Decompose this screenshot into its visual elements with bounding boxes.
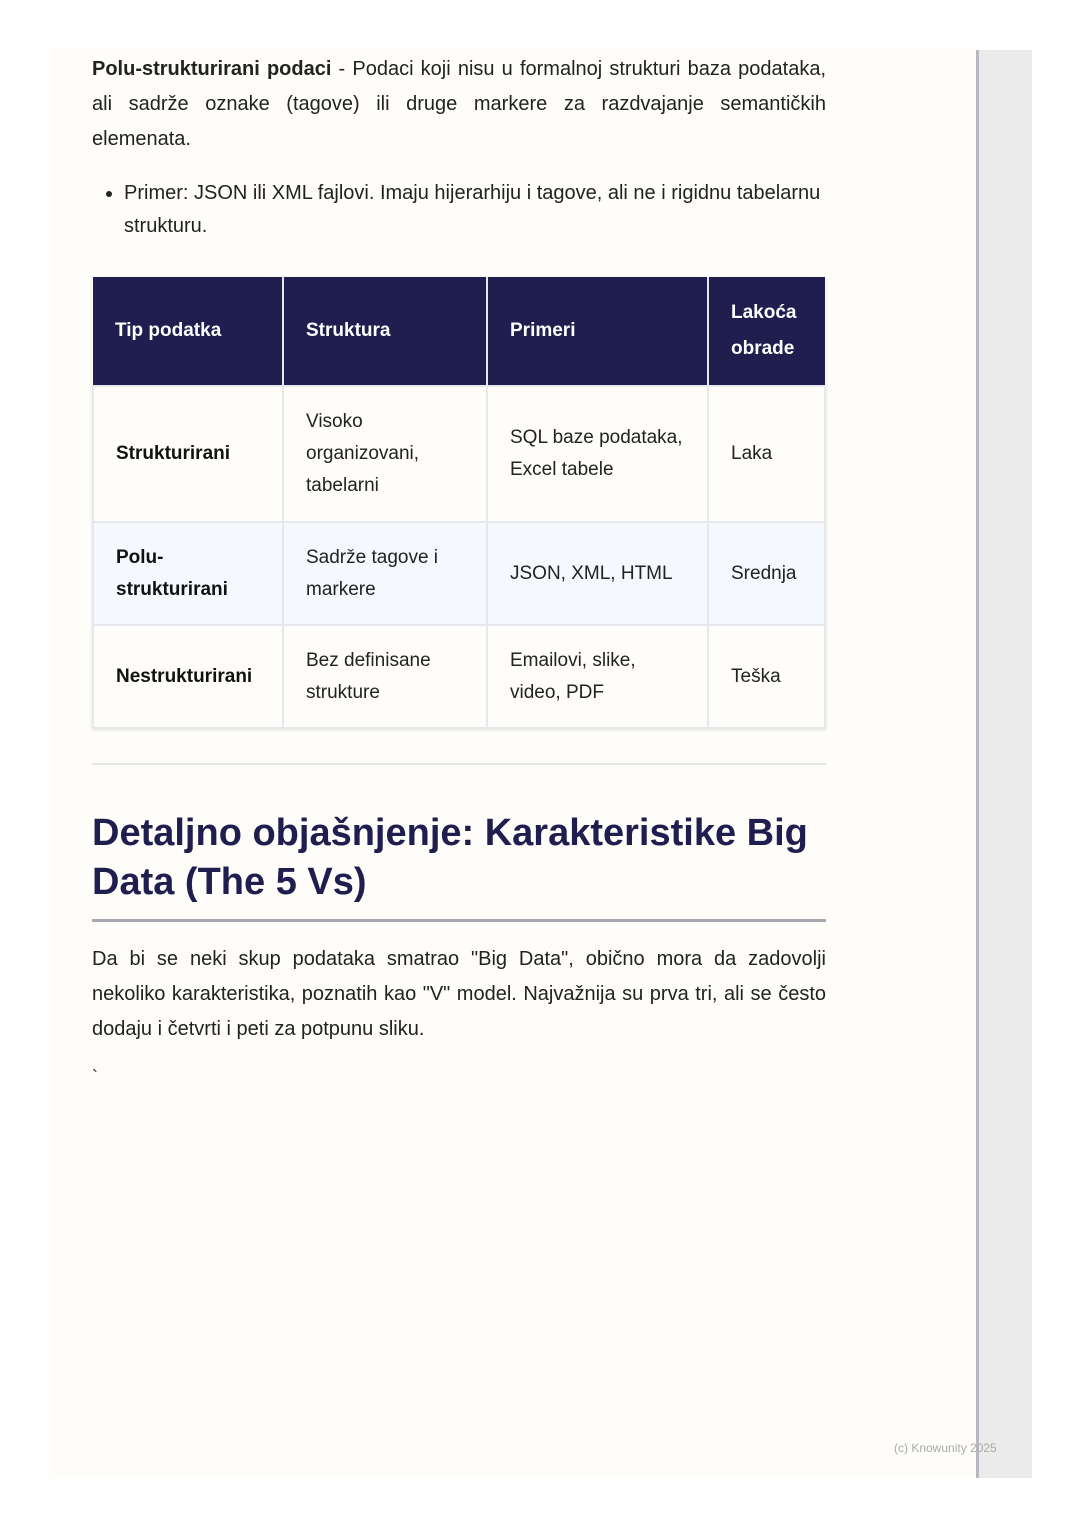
column-header: Primeri [487, 277, 708, 386]
definition-text: - Podaci koji nisu u formalnoj strukturi baza podataka, ali sadrže oznake (tagove) ili druge markere za razdvajanje semantičkih elemenata. [92, 58, 826, 150]
table-cell: Strukturirani [93, 386, 283, 522]
table-row [93, 522, 825, 625]
table-header-row [93, 277, 825, 386]
table-cell: Nestrukturirani [93, 625, 283, 728]
table-cell: Polu-strukturirani [93, 522, 283, 625]
intro-paragraph: Da bi se neki skup podataka smatrao "Big Data", obično mora da zadovolji nekoliko karakteristika, poznatih kao "V" model. Najvažnija su prva tri, ali se često dodaju i četvrti i peti za potpunu sliku. [92, 948, 826, 1040]
table-cell: SQL baze podataka, Excel tabele [487, 386, 708, 522]
table-cell: Laka [708, 386, 825, 522]
table-cell: Teška [708, 625, 825, 728]
table-row [93, 625, 825, 728]
table-cell: JSON, XML, HTML [487, 522, 708, 625]
section-heading: Detaljno objašnjenje: Karakteristike Big Data (The 5 Vs) [92, 809, 826, 922]
term: Polu-strukturirani podaci [92, 58, 332, 80]
table-cell: Srednja [708, 522, 825, 625]
side-panel [976, 50, 1032, 1478]
column-header: Tip podatka [93, 277, 283, 386]
footer-copyright: (c) Knowunity 2025 [894, 1441, 997, 1455]
table-cell: Sadrže tagove i markere [283, 522, 487, 625]
table-row [93, 386, 825, 522]
content [92, 52, 826, 1088]
bullet-list [92, 177, 826, 243]
table-cell: Emailovi, slike, video, PDF [487, 625, 708, 728]
table-cell: Bez definisane strukture [283, 625, 487, 728]
definition-paragraph [92, 52, 826, 157]
list-item: • Primer: JSON ili XML fajlovi. Imaju hijerarhiju i tagove, ali ne i rigidnu tabelarnu strukturu. [124, 177, 826, 243]
data-types-table [92, 277, 826, 729]
table-cell: Visoko organizovani, tabelarni [283, 386, 487, 522]
divider [92, 763, 826, 765]
column-header: Struktura [283, 277, 487, 386]
stray-backtick: ` [92, 1067, 98, 1087]
column-header: Lakoća obrade [708, 277, 825, 386]
